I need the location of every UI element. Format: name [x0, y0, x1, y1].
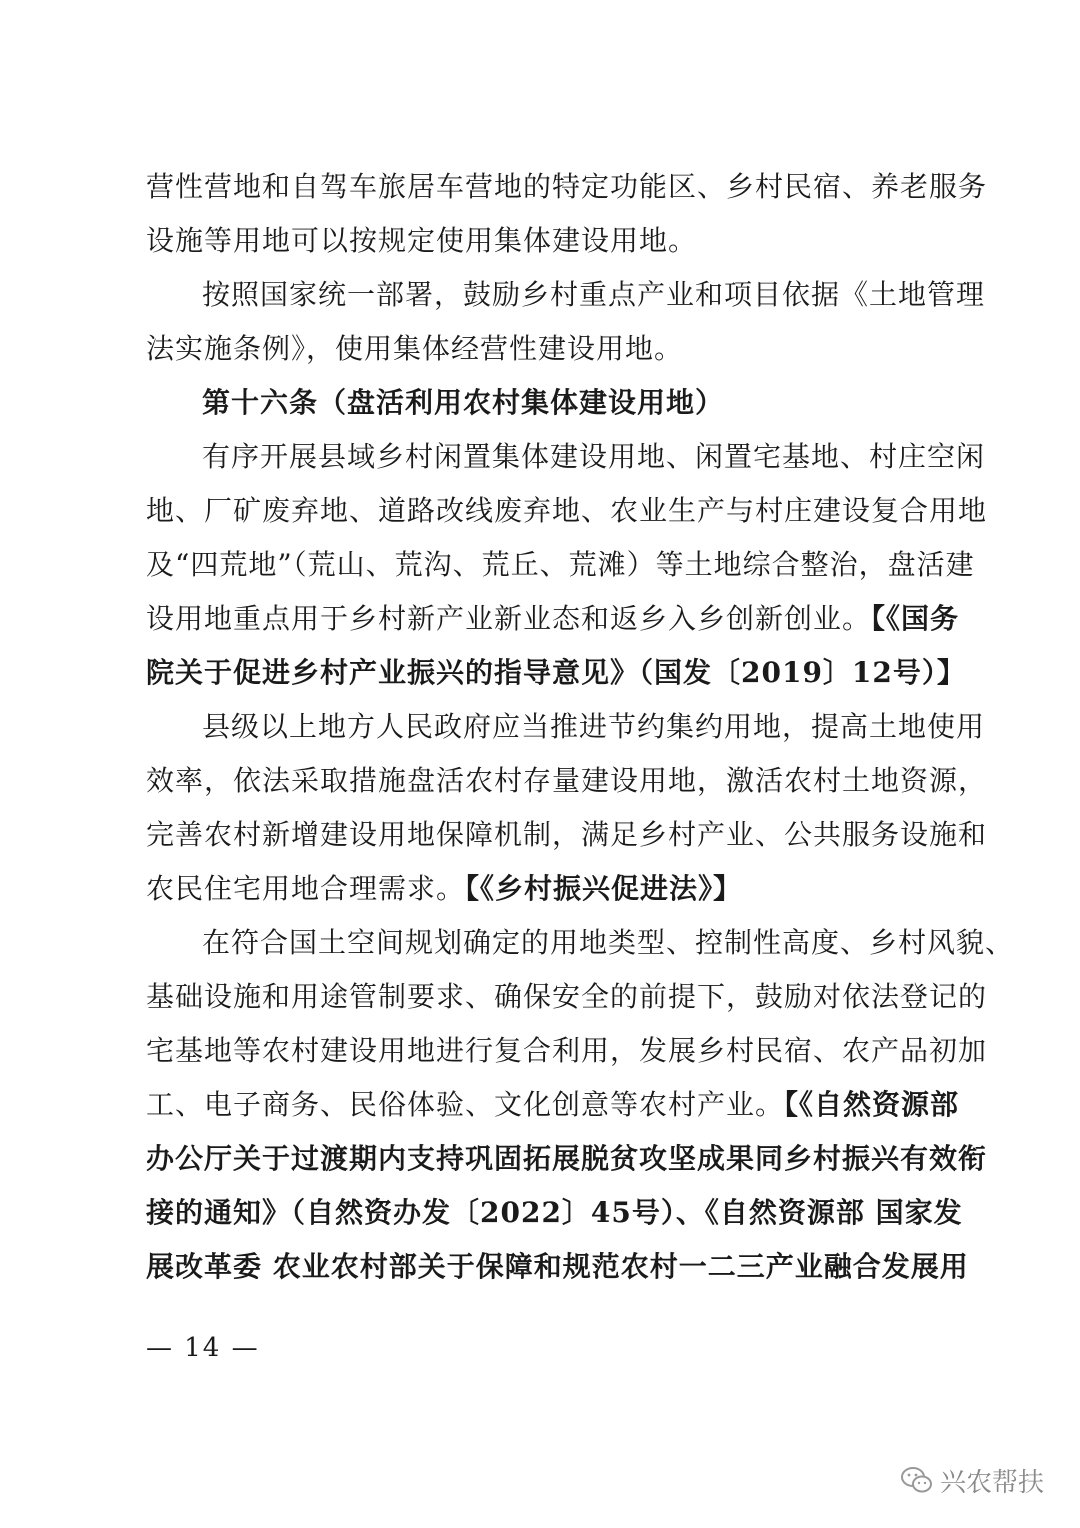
document-body: [146, 160, 1015, 1294]
text-line: 设施等用地可以按规定使用集体建设用地。: [146, 224, 698, 257]
text-line: 县级以上地方人民政府应当推进节约集约用地，提高土地使用: [202, 710, 986, 743]
watermark-label: 兴农帮扶: [940, 1467, 1045, 1498]
citation-line: 展改革委 农业农村部关于保障和规范农村一二三产业融合发展用: [146, 1250, 969, 1283]
text-line: 在符合国土空间规划确定的用地类型、控制性高度、乡村风貌、: [202, 926, 1015, 959]
citation: 【《乡村振兴促进法》】: [465, 872, 743, 905]
text-line: 基础设施和用途管制要求、确保安全的前提下，鼓励对依法登记的: [146, 980, 988, 1013]
citation-line: 接的通知》（自然资办发〔2022〕45号）、《自然资源部 国家发: [146, 1196, 963, 1229]
text-line: 宅基地等农村建设用地进行复合利用，发展乡村民宿、农产品初加: [146, 1034, 988, 1067]
text-line: 完善农村新增建设用地保障机制，满足乡村产业、公共服务设施和: [146, 818, 988, 851]
citation-line: 办公厅关于过渡期内支持巩固拓展脱贫攻坚成果同乡村振兴有效衔: [146, 1142, 988, 1175]
text-line: 设用地重点用于乡村新产业新业态和返乡入乡创新创业。【《国务: [146, 602, 960, 635]
citation-line: 院关于促进乡村产业振兴的指导意见》（国发〔2019〕12号）】: [146, 656, 966, 689]
wechat-icon: [900, 1465, 934, 1495]
text-line: 地、厂矿废弃地、道路改线废弃地、农业生产与村庄建设复合用地: [146, 494, 988, 527]
citation: 【《自然资源部: [784, 1088, 960, 1121]
article-heading: 第十六条（盘活利用农村集体建设用地）: [202, 386, 725, 419]
text-line: 及“四荒地”（荒山、荒沟、荒丘、荒滩）等土地综合整治，盘活建: [146, 548, 975, 581]
text-line: 效率，依法采取措施盘活农村存量建设用地，激活农村土地资源，: [146, 764, 988, 797]
text-line: 按照国家统一部署，鼓励乡村重点产业和项目依据《土地管理: [202, 278, 986, 311]
text-line: 营性营地和自驾车旅居车营地的特定功能区、乡村民宿、养老服务: [146, 170, 988, 203]
text-line: 工、电子商务、民俗体验、文化创意等农村产业。【《自然资源部: [146, 1088, 960, 1121]
watermark: [900, 1460, 1044, 1500]
text-line: 有序开展县域乡村闲置集体建设用地、闲置宅基地、村庄空闲: [202, 440, 986, 473]
citation: 【《国务: [871, 602, 960, 635]
text-line: 法实施条例》，使用集体经营性建设用地。: [146, 332, 684, 365]
page-number: — 14 —: [146, 1333, 260, 1363]
text-line: 农民住宅用地合理需求。【《乡村振兴促进法》】: [146, 872, 743, 905]
